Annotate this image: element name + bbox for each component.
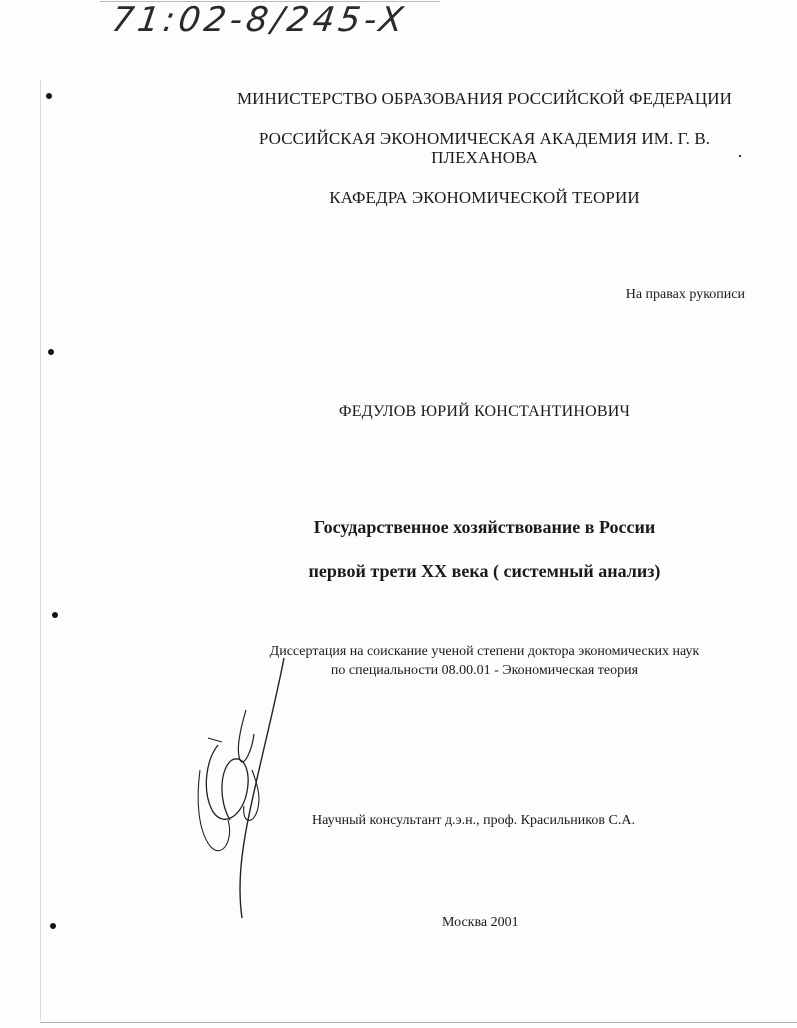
dissertation-title-line1: Государственное хозяйствование в России [313, 517, 656, 537]
academy-heading-line1: РОССИЙСКАЯ ЭКОНОМИЧЕСКАЯ АКАДЕМИЯ ИМ. Г. В. [258, 129, 711, 148]
margin-bullet [46, 93, 52, 99]
bottom-rule [40, 1022, 797, 1023]
degree-statement-line1: Диссертация на соискание ученой степени доктора экономических наук [269, 644, 700, 659]
city-year: Москва 2001 [442, 915, 519, 930]
handwritten-signature [188, 650, 298, 930]
academy-heading-line2: ПЛЕХАНОВА [431, 148, 538, 167]
left-margin-line [40, 80, 41, 1020]
margin-bullet [50, 923, 56, 929]
margin-bullet [48, 349, 54, 355]
margin-bullet [52, 612, 58, 618]
rights-note: На правах рукописи [625, 287, 745, 302]
ministry-heading: МИНИСТЕРСТВО ОБРАЗОВАНИЯ РОССИЙСКОЙ ФЕДЕРАЦИИ [236, 89, 733, 108]
department-heading: КАФЕДРА ЭКОНОМИЧЕСКОЙ ТЕОРИИ [329, 188, 640, 207]
archive-code: 71:02-8/245-X [109, 0, 410, 40]
dissertation-title-line2: первой трети ХХ века ( системный анализ) [308, 561, 661, 581]
degree-statement-line2: по специальности 08.00.01 - Экономическая теория [330, 663, 639, 678]
scientific-advisor: Научный консультант д.э.н., проф. Красильников С.А. [312, 813, 635, 828]
author-name: ФЕДУЛОВ ЮРИЙ КОНСТАНТИНОВИЧ [338, 403, 631, 420]
